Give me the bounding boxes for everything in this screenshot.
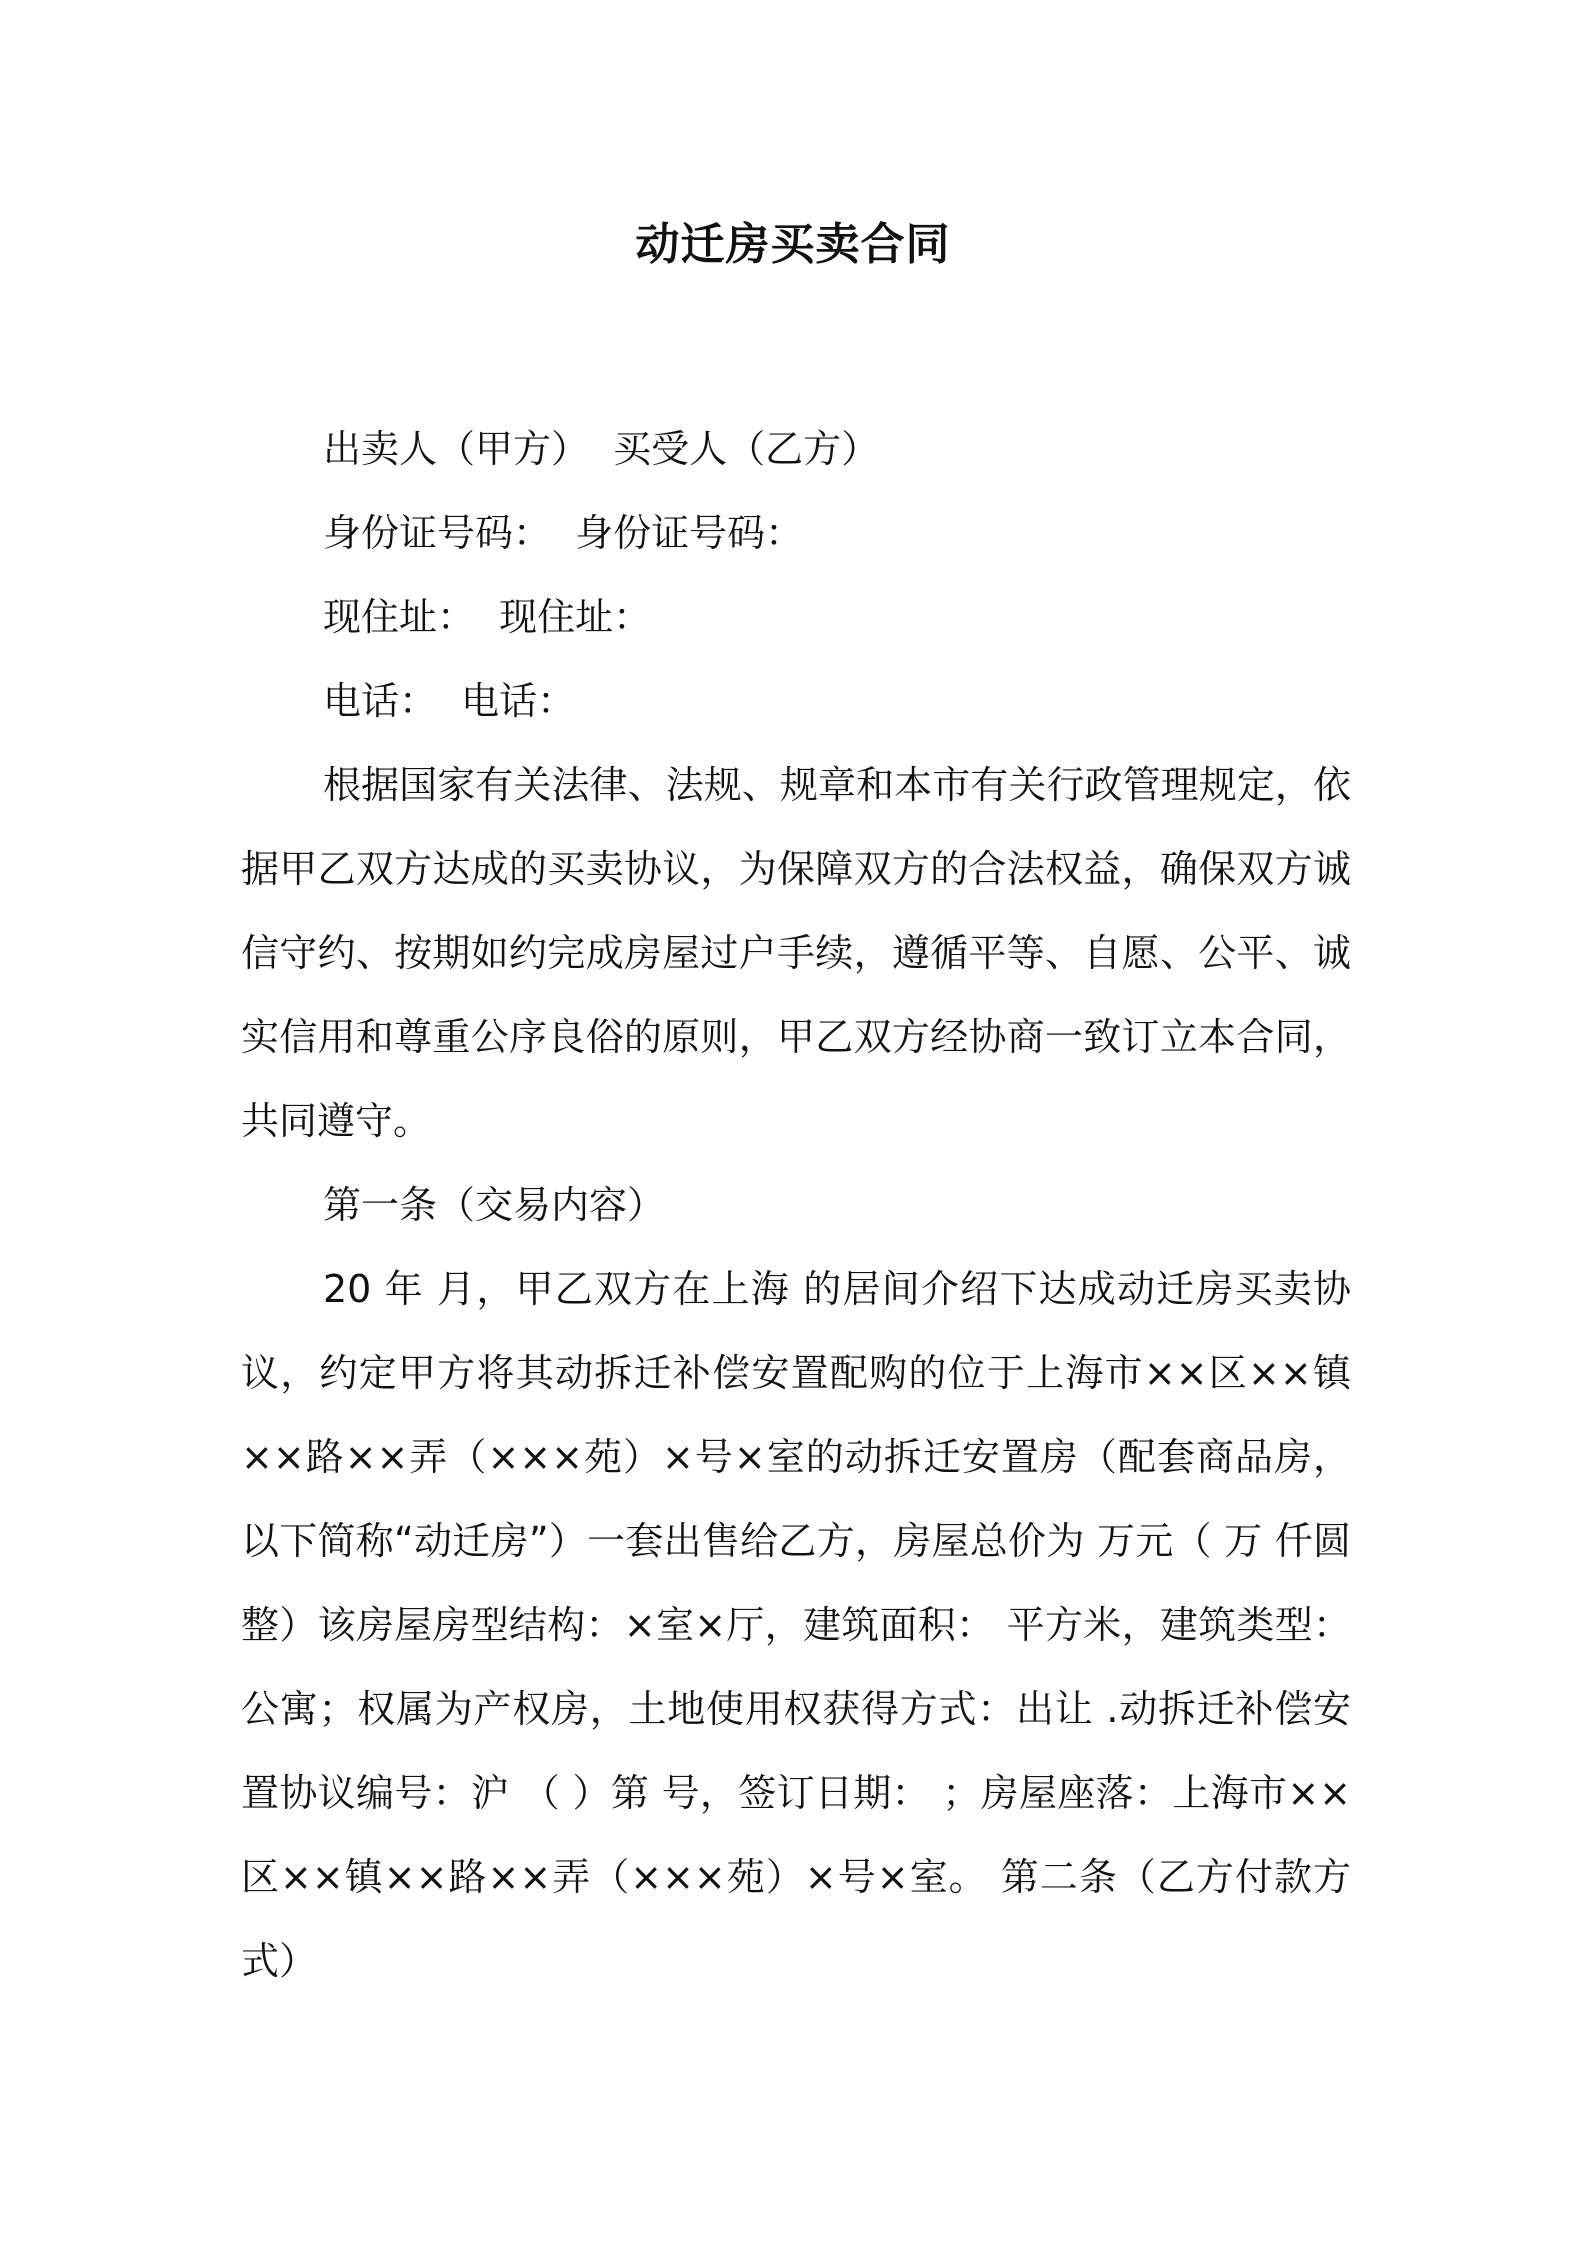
article-1-heading: 第一条（交易内容）	[323, 1183, 666, 1227]
article-1-paragraph: 20 年 月，甲乙双方在上海 的居间介绍下达成动迁房买卖协议，约定甲方将其动拆迁补偿安置配购的位于上海市××区××镇××路××弄（×××苑）×号×室的动拆迁安置房（配套商品房，以下简称“动迁房”）一套出售给乙方，房屋总价为 万元（ 万 仟圆整）该房屋房型结构：×室×厅，建筑面积： 平方米，建筑类型：公寓；权属为产权房，土地使用权获得方式：出让 .动拆迁补偿安置协议编号：沪 （ ）第 号，签订日期： ；房屋座落：上海市××区××镇××路××弄（×××苑）×号×室。 第二条（乙方付款方式）	[241, 1267, 1351, 1983]
parties-addresses: 现住址： 现住址：	[323, 595, 652, 639]
parties-seller-buyer: 出卖人（甲方） 买受人（乙方）	[323, 427, 880, 471]
parties-id-numbers: 身份证号码： 身份证号码：	[323, 511, 804, 555]
document-body	[241, 407, 1351, 2003]
preamble-paragraph: 根据国家有关法律、法规、规章和本市有关行政管理规定，依据甲乙双方达成的买卖协议，为保障双方的合法权益，确保双方诚信守约、按期如约完成房屋过户手续，遵循平等、自愿、公平、诚实信用和尊重公序良俗的原则，甲乙双方经协商一致订立本合同，共同遵守。	[241, 763, 1351, 1143]
document-title: 动迁房买卖合同	[635, 219, 951, 270]
parties-phones: 电话： 电话：	[323, 679, 576, 723]
